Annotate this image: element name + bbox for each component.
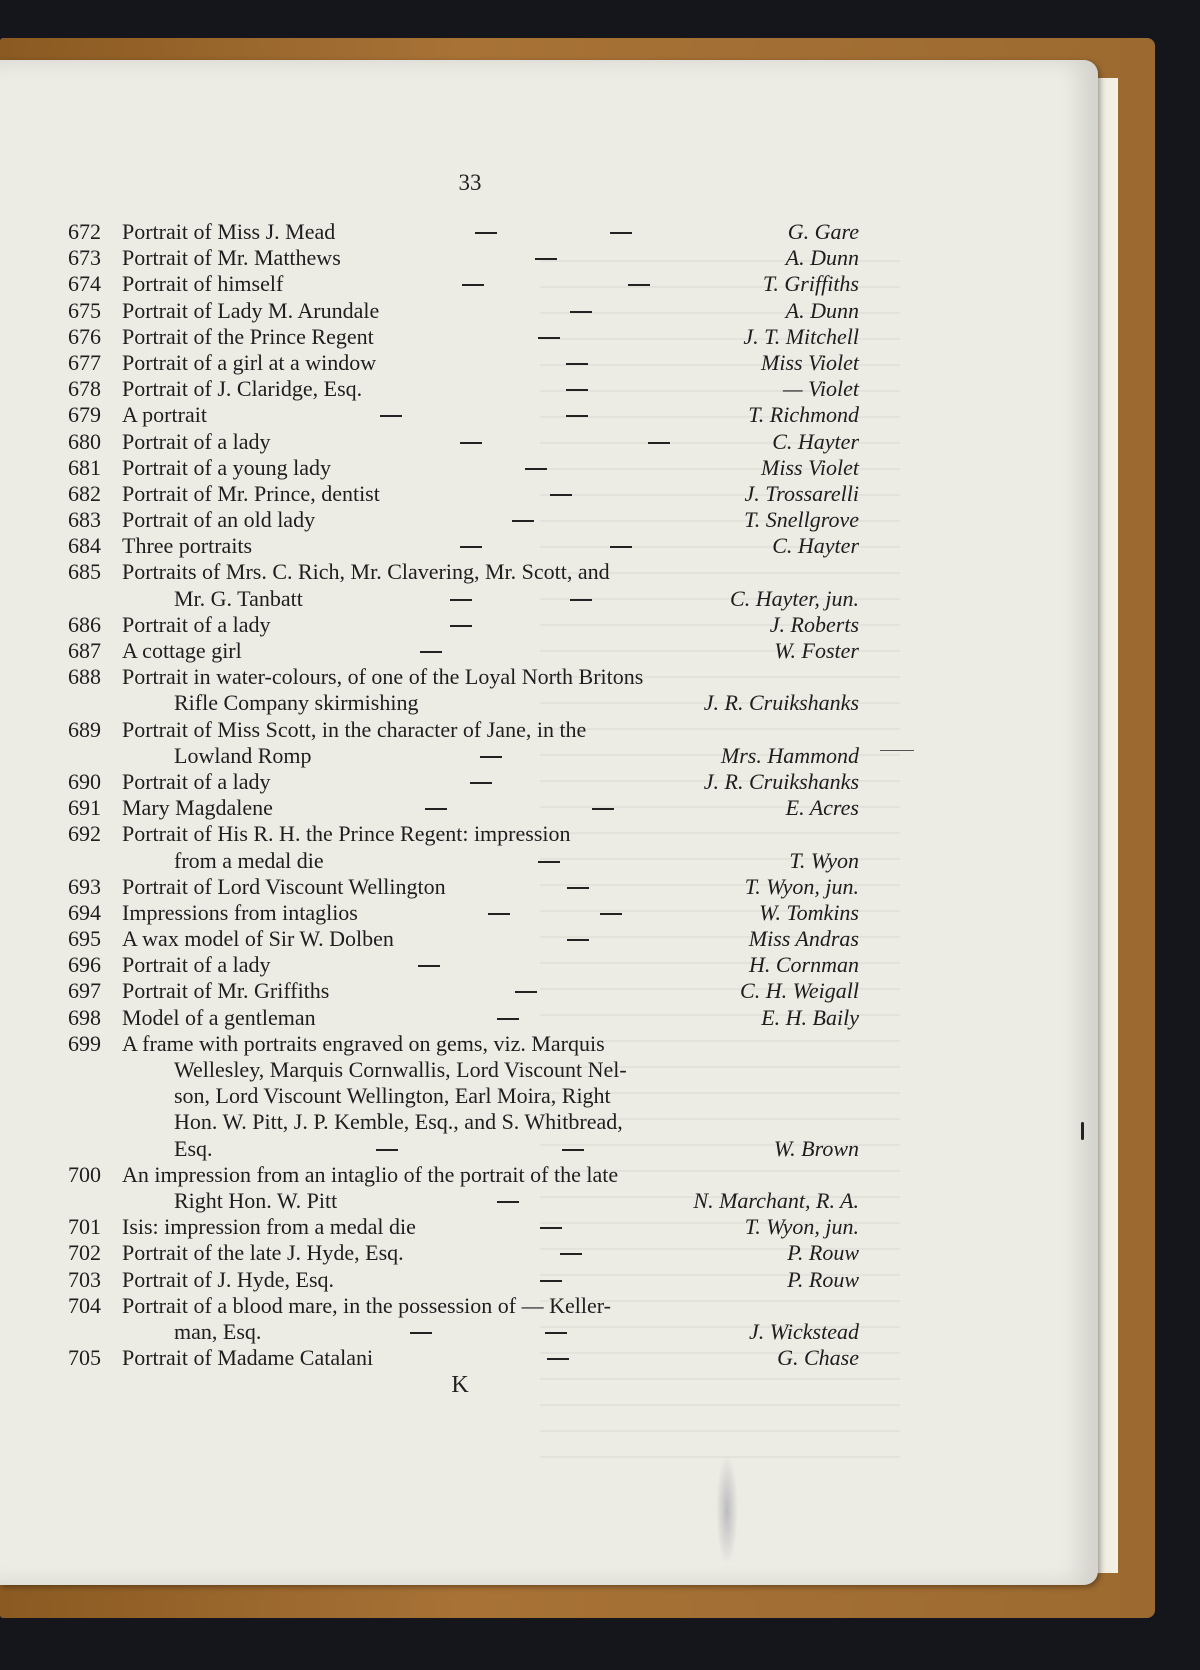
signature-mark: K xyxy=(451,1372,469,1398)
entry-line xyxy=(0,717,1100,743)
leader-dash xyxy=(566,363,588,365)
entry-number: 686 xyxy=(68,611,101,637)
leader-dash xyxy=(418,965,440,967)
leader-dash xyxy=(545,1332,567,1334)
entry-line xyxy=(0,926,1100,952)
entry-artist: J. R. Cruikshanks xyxy=(703,690,859,716)
entry-number: 695 xyxy=(68,926,101,952)
entry-line xyxy=(0,507,1100,533)
entry-number: 679 xyxy=(68,402,101,428)
entry-number: 681 xyxy=(68,454,101,480)
entry-title: Portrait of the Prince Regent xyxy=(122,323,374,349)
entry-number: 698 xyxy=(68,1004,101,1030)
entry-artist: A. Dunn xyxy=(785,297,859,323)
entry-artist: C. Hayter xyxy=(772,428,859,454)
leader-dash xyxy=(497,1018,519,1020)
entry-artist: J. R. Cruikshanks xyxy=(703,768,859,794)
entry-line xyxy=(0,376,1100,402)
entry-number: 699 xyxy=(68,1030,101,1056)
entry-artist: T. Snellgrove xyxy=(744,507,859,533)
entry-line xyxy=(0,821,1100,847)
entry-title: man, Esq. xyxy=(174,1318,262,1344)
leader-dash xyxy=(515,991,537,993)
entry-line xyxy=(0,638,1100,664)
entry-title: Portrait in water-colours, of one of the Loyal North Britons xyxy=(122,664,644,690)
entry-number: 690 xyxy=(68,768,101,794)
entry-artist: T. Richmond xyxy=(748,402,859,428)
entry-title: Portrait of Mr. Prince, dentist xyxy=(122,480,380,506)
entry-title: Mary Magdalene xyxy=(122,795,273,821)
entry-artist: P. Rouw xyxy=(787,1240,859,1266)
entry-line xyxy=(0,1057,1100,1083)
entry-artist: Miss Andras xyxy=(748,926,859,952)
leader-dash xyxy=(628,284,650,286)
entry-title: Impressions from intaglios xyxy=(122,899,358,925)
leader-dash xyxy=(460,442,482,444)
entry-line xyxy=(0,245,1100,271)
entry-title: Portrait of a blood mare, in the possession of — Keller- xyxy=(122,1292,611,1318)
entry-number: 702 xyxy=(68,1240,101,1266)
entry-number: 691 xyxy=(68,795,101,821)
leader-dash xyxy=(570,311,592,313)
leader-dash xyxy=(470,782,492,784)
entry-artist: A. Dunn xyxy=(785,245,859,271)
entry-artist: G. Gare xyxy=(787,219,859,244)
leader-dash xyxy=(600,913,622,915)
entry-artist: T. Wyon, jun. xyxy=(744,1214,859,1240)
entry-artist: W. Foster xyxy=(774,638,859,663)
leader-dash xyxy=(570,599,592,601)
entry-number: 683 xyxy=(68,507,101,533)
entry-number: 687 xyxy=(68,638,101,663)
entry-artist: E. H. Baily xyxy=(761,1004,859,1030)
entry-line xyxy=(0,1267,1100,1293)
leader-dash xyxy=(512,520,534,522)
entry-artist: W. Brown xyxy=(773,1135,859,1161)
entry-artist: J. T. Mitchell xyxy=(743,323,859,349)
entry-title: Portrait of Lord Viscount Wellington xyxy=(122,873,446,899)
entry-number: 676 xyxy=(68,323,101,349)
entry-line xyxy=(0,769,1100,795)
entry-number: 678 xyxy=(68,376,101,402)
leader-dash xyxy=(547,1358,569,1360)
entry-line xyxy=(0,1005,1100,1031)
entry-line xyxy=(0,978,1100,1004)
leader-dash xyxy=(488,913,510,915)
entry-number: 705 xyxy=(68,1345,101,1371)
entry-number: 694 xyxy=(68,899,101,925)
entry-title: Portrait of J. Hyde, Esq. xyxy=(122,1266,335,1292)
entry-line xyxy=(0,874,1100,900)
entry-line xyxy=(0,429,1100,455)
leader-dash xyxy=(567,939,589,941)
entry-title: Portrait of Madame Catalani xyxy=(122,1345,374,1371)
entry-number: 696 xyxy=(68,952,101,978)
entry-artist: H. Cornman xyxy=(748,952,859,978)
entry-artist: J. Trossarelli xyxy=(744,480,859,506)
entry-title: Mr. G. Tanbatt xyxy=(174,585,303,611)
leader-dash xyxy=(562,1149,584,1151)
leader-dash xyxy=(480,756,502,758)
entry-artist: W. Tomkins xyxy=(759,899,859,925)
entry-title: Model of a gentleman xyxy=(122,1004,316,1030)
entry-number: 688 xyxy=(68,664,101,690)
entry-title: Three portraits xyxy=(122,533,253,559)
entry-title: Portrait of a young lady xyxy=(122,454,331,480)
leader-dash xyxy=(497,1201,519,1203)
entry-line xyxy=(0,1293,1100,1319)
entry-line xyxy=(0,1214,1100,1240)
entry-title: A frame with portraits engraved on gems, viz. Marquis xyxy=(122,1030,605,1056)
leader-dash xyxy=(540,1280,562,1282)
entry-number: 680 xyxy=(68,428,101,454)
entry-title: Portrait of a lady xyxy=(122,768,271,794)
entry-title: Isis: impression from a medal die xyxy=(122,1214,416,1240)
entry-line xyxy=(0,455,1100,481)
leader-dash xyxy=(380,415,402,417)
entry-title: Lowland Romp xyxy=(174,742,312,768)
entry-line xyxy=(0,1240,1100,1266)
entry-line xyxy=(0,612,1100,638)
leader-dash xyxy=(376,1149,398,1151)
leader-dash xyxy=(550,494,572,496)
entry-number: 692 xyxy=(68,821,101,847)
entry-number: 677 xyxy=(68,349,101,375)
entry-number: 675 xyxy=(68,297,101,323)
entry-number: 701 xyxy=(68,1214,101,1240)
entry-line xyxy=(0,481,1100,507)
entry-artist: G. Chase xyxy=(777,1345,859,1371)
leader-dash xyxy=(566,415,588,417)
entry-artist: T. Wyon xyxy=(789,847,859,873)
leader-dash xyxy=(540,1227,562,1229)
leader-dash xyxy=(592,808,614,810)
entry-artist: T. Griffiths xyxy=(762,271,859,297)
entry-title: A wax model of Sir W. Dolben xyxy=(122,926,394,952)
leader-dash xyxy=(560,1253,582,1255)
leader-dash xyxy=(410,1332,432,1334)
entry-artist: C. Hayter, jun. xyxy=(730,585,859,611)
entry-title: A cottage girl xyxy=(122,638,242,663)
entry-line xyxy=(0,350,1100,376)
entry-title: Portrait of Miss Scott, in the character of Jane, in the xyxy=(122,716,587,742)
entry-number: 697 xyxy=(68,978,101,1004)
leader-dash xyxy=(420,651,442,653)
entry-line xyxy=(0,324,1100,350)
entry-title: Portrait of a lady xyxy=(122,428,271,454)
entry-artist: J. Wickstead xyxy=(749,1318,859,1344)
leader-dash xyxy=(462,284,484,286)
leader-dash xyxy=(425,808,447,810)
entry-number: 674 xyxy=(68,271,101,297)
entry-title: Portrait of a girl at a window xyxy=(122,349,377,375)
page-smudge xyxy=(716,1455,738,1565)
entry-title: Wellesley, Marquis Cornwallis, Lord Viscount Nel- xyxy=(174,1057,627,1082)
entry-line xyxy=(0,298,1100,324)
entry-title: Right Hon. W. Pitt xyxy=(174,1187,338,1213)
entry-line xyxy=(0,952,1100,978)
entry-artist: — Violet xyxy=(783,376,859,402)
entry-line xyxy=(0,559,1100,585)
leader-dash xyxy=(538,337,560,339)
entry-line xyxy=(0,402,1100,428)
entry-line xyxy=(0,533,1100,559)
leader-dash xyxy=(648,442,670,444)
page-number: 33 xyxy=(458,170,482,195)
entry-title: Portrait of the late J. Hyde, Esq. xyxy=(122,1240,404,1266)
entry-title: Portrait of Lady M. Arundale xyxy=(122,297,380,323)
leader-dash xyxy=(475,232,497,234)
leader-dash xyxy=(525,468,547,470)
entry-number: 673 xyxy=(68,245,101,271)
entry-artist: C. H. Weigall xyxy=(740,978,859,1004)
leader-dash xyxy=(538,861,560,863)
leader-dash xyxy=(450,625,472,627)
entry-line xyxy=(0,795,1100,821)
entry-number: 685 xyxy=(68,559,101,585)
entry-line xyxy=(0,848,1100,874)
entry-line xyxy=(0,1031,1100,1057)
entry-number: 703 xyxy=(68,1266,101,1292)
entry-title: Portrait of a lady xyxy=(122,952,271,978)
entry-line xyxy=(0,219,1100,245)
entry-number: 704 xyxy=(68,1292,101,1318)
entry-artist: E. Acres xyxy=(785,795,859,821)
entry-line xyxy=(0,900,1100,926)
entry-artist: Miss Violet xyxy=(761,349,859,375)
entry-title: Portrait of an old lady xyxy=(122,507,316,533)
entry-artist: C. Hayter xyxy=(772,533,859,559)
entry-artist: P. Rouw xyxy=(787,1266,859,1292)
entry-line xyxy=(0,664,1100,690)
entry-title: A portrait xyxy=(122,402,207,428)
entry-title: Portrait of J. Claridge, Esq. xyxy=(122,376,363,402)
entry-line xyxy=(0,1319,1100,1345)
entry-title: Esq. xyxy=(174,1135,213,1161)
entry-line xyxy=(0,586,1100,612)
entry-line xyxy=(0,1136,1100,1162)
entry-line xyxy=(0,1162,1100,1188)
leader-dash xyxy=(567,887,589,889)
leader-dash xyxy=(610,546,632,548)
entry-artist: N. Marchant, R. A. xyxy=(693,1187,859,1213)
entry-title: Portraits of Mrs. C. Rich, Mr. Clavering, Mr. Scott, and xyxy=(122,559,610,585)
entry-line xyxy=(0,1345,1100,1371)
entry-number: 682 xyxy=(68,480,101,506)
entry-line xyxy=(0,743,1100,769)
entry-number: 689 xyxy=(68,716,101,742)
entry-artist: T. Wyon, jun. xyxy=(744,873,859,899)
entry-title: Portrait of Mr. Matthews xyxy=(122,245,341,271)
entry-title: An impression from an intaglio of the portrait of the late xyxy=(122,1161,619,1187)
entry-number: 693 xyxy=(68,873,101,899)
entry-number: 684 xyxy=(68,533,101,559)
entry-number: 700 xyxy=(68,1161,101,1187)
entry-line xyxy=(0,690,1100,716)
entry-title: son, Lord Viscount Wellington, Earl Moira, Right xyxy=(174,1083,611,1109)
entry-title: from a medal die xyxy=(174,847,324,873)
entry-title: Hon. W. Pitt, J. P. Kemble, Esq., and S. Whitbread, xyxy=(174,1109,623,1135)
entry-title: Portrait of a lady xyxy=(122,611,271,637)
entry-line xyxy=(0,271,1100,297)
entry-artist: Mrs. Hammond xyxy=(720,742,859,768)
leader-dash xyxy=(610,232,632,234)
entry-line xyxy=(0,1109,1100,1135)
entry-line xyxy=(0,1188,1100,1214)
catalogue-entry-list xyxy=(0,219,1100,1371)
leader-dash xyxy=(460,546,482,548)
entry-line xyxy=(0,1083,1100,1109)
entry-title: Portrait of himself xyxy=(122,271,284,297)
leader-dash xyxy=(566,389,588,391)
leader-dash xyxy=(535,258,557,260)
entry-title: Rifle Company skirmishing xyxy=(174,690,419,716)
entry-artist: J. Roberts xyxy=(769,611,859,637)
entry-number: 672 xyxy=(68,219,101,244)
entry-artist: Miss Violet xyxy=(761,454,859,480)
entry-title: Portrait of His R. H. the Prince Regent: impression xyxy=(122,821,571,847)
leader-dash xyxy=(450,599,472,601)
entry-title: Portrait of Miss J. Mead xyxy=(122,219,336,244)
entry-title: Portrait of Mr. Griffiths xyxy=(122,978,330,1004)
